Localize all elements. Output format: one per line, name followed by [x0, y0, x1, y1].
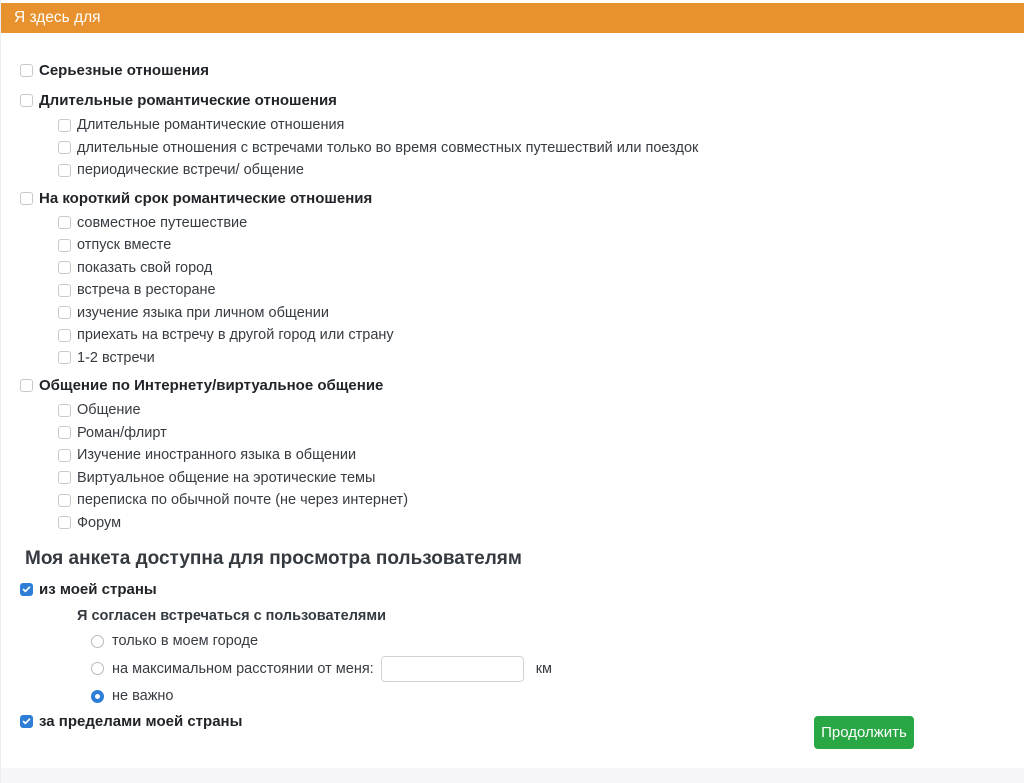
distance-radio-label: на максимальном расстоянии от меня:	[112, 660, 374, 677]
purpose-group-row	[20, 185, 1024, 212]
purpose-group-checkbox[interactable]	[20, 192, 33, 205]
purpose-option-row-label: Длительные романтические отношения	[77, 117, 345, 134]
purpose-option-checkbox[interactable]	[58, 284, 71, 297]
purpose-option-checkbox[interactable]	[58, 261, 71, 274]
purpose-option-row-label: совместное путешествие	[77, 214, 248, 231]
visibility-heading: Моя анкета доступна для просмотра пользователям	[25, 548, 522, 569]
check-icon	[22, 585, 31, 594]
distance-radio-row	[91, 653, 1024, 684]
purpose-option-row-label: периодические встречи/ общение	[77, 162, 304, 179]
purpose-section	[20, 185, 1024, 370]
from-my-country-row	[20, 576, 1024, 603]
distance-radio-label: только в моем городе	[112, 633, 259, 649]
section-header	[1, 3, 1024, 33]
purpose-option-row	[58, 279, 1024, 302]
form-content	[1, 33, 1024, 735]
purpose-option-row-label: Виртуальное общение на эротические темы	[77, 469, 376, 486]
purpose-option-checkbox[interactable]	[58, 471, 71, 484]
purpose-option-row-label: Изучение иностранного языка в общении	[77, 447, 357, 464]
visibility-options	[20, 576, 1024, 735]
distance-radio[interactable]	[91, 635, 104, 648]
purpose-group-row-label: Длительные романтические отношения	[39, 92, 337, 109]
distance-radio-row	[91, 684, 1024, 708]
purpose-option-row	[58, 347, 1024, 370]
purpose-option-checkbox[interactable]	[58, 216, 71, 229]
page-title: Я здесь для	[14, 9, 101, 26]
distance-radio-label: не важно	[112, 688, 174, 704]
purpose-option-checkbox[interactable]	[58, 141, 71, 154]
purpose-option-row	[58, 302, 1024, 325]
purpose-option-row-label: Форум	[77, 514, 122, 531]
purpose-option-row-label: приехать на встречу в другой город или страну	[77, 327, 394, 344]
from-my-country-checkbox[interactable]	[20, 583, 33, 596]
purpose-option-row	[58, 137, 1024, 160]
distance-radio-row	[91, 629, 1024, 653]
purpose-option-row-label: Общение	[77, 402, 141, 419]
purpose-section	[20, 87, 1024, 182]
purpose-group-row	[20, 372, 1024, 399]
distance-unit-label: км	[535, 660, 553, 677]
distance-radio[interactable]	[91, 662, 104, 675]
purpose-option-checkbox[interactable]	[58, 494, 71, 507]
purpose-option-row	[58, 489, 1024, 512]
purpose-group-checkbox[interactable]	[20, 64, 33, 77]
footer-bar	[1, 768, 1024, 783]
purpose-option-checkbox[interactable]	[58, 329, 71, 342]
purpose-group-row	[20, 57, 1024, 84]
purpose-option-checkbox[interactable]	[58, 306, 71, 319]
purpose-option-checkbox[interactable]	[58, 516, 71, 529]
purpose-option-row	[58, 422, 1024, 445]
purpose-option-checkbox[interactable]	[58, 426, 71, 439]
purpose-checkbox-groups	[20, 57, 1024, 534]
purpose-option-row	[58, 114, 1024, 137]
purpose-option-row	[58, 467, 1024, 490]
purpose-option-row	[58, 159, 1024, 182]
distance-radio[interactable]	[91, 690, 104, 703]
purpose-option-row-label: Роман/флирт	[77, 424, 167, 441]
meet-users-heading: Я согласен встречаться с пользователями	[77, 608, 387, 624]
purpose-group-row-label: На короткий срок романтические отношения	[39, 189, 373, 207]
purpose-option-row-label: длительные отношения с встречами только во время совместных путешествий или поездок	[77, 139, 699, 156]
purpose-option-checkbox[interactable]	[58, 351, 71, 364]
purpose-option-row	[58, 234, 1024, 257]
purpose-option-checkbox[interactable]	[58, 239, 71, 252]
purpose-group-row-label: Серьезные отношения	[39, 62, 209, 79]
purpose-option-row-label: встреча в ресторане	[77, 282, 216, 299]
purpose-group-row-label: Общение по Интернету/виртуальное общение	[39, 377, 384, 394]
purpose-option-row-label: переписка по обычной почте (не через интернет)	[77, 492, 409, 509]
purpose-option-row-label: отпуск вместе	[77, 237, 172, 254]
purpose-section	[20, 372, 1024, 534]
purpose-group-row	[20, 87, 1024, 114]
purpose-group-checkbox[interactable]	[20, 379, 33, 392]
purpose-option-row	[58, 257, 1024, 280]
purpose-option-checkbox[interactable]	[58, 119, 71, 132]
purpose-option-row-label: 1-2 встречи	[77, 349, 155, 366]
purpose-option-row-label: показать свой город	[77, 259, 213, 276]
purpose-option-row-label: изучение языка при личном общении	[77, 304, 329, 321]
distance-input[interactable]	[381, 656, 524, 682]
purpose-option-checkbox[interactable]	[58, 404, 71, 417]
purpose-group-checkbox[interactable]	[20, 94, 33, 107]
purpose-option-row	[58, 444, 1024, 467]
outside-country-row-label: за пределами моей страны	[39, 713, 243, 730]
from-my-country-row-label: из моей страны	[39, 581, 157, 598]
purpose-option-row	[58, 512, 1024, 535]
purpose-option-checkbox[interactable]	[58, 449, 71, 462]
purpose-option-row	[58, 324, 1024, 347]
purpose-section	[20, 57, 1024, 84]
purpose-option-row	[58, 212, 1024, 235]
check-icon	[22, 717, 31, 726]
outside-country-checkbox[interactable]	[20, 715, 33, 728]
purpose-option-checkbox[interactable]	[58, 164, 71, 177]
continue-button[interactable]: Продолжить	[814, 716, 914, 749]
purpose-option-row	[58, 399, 1024, 422]
